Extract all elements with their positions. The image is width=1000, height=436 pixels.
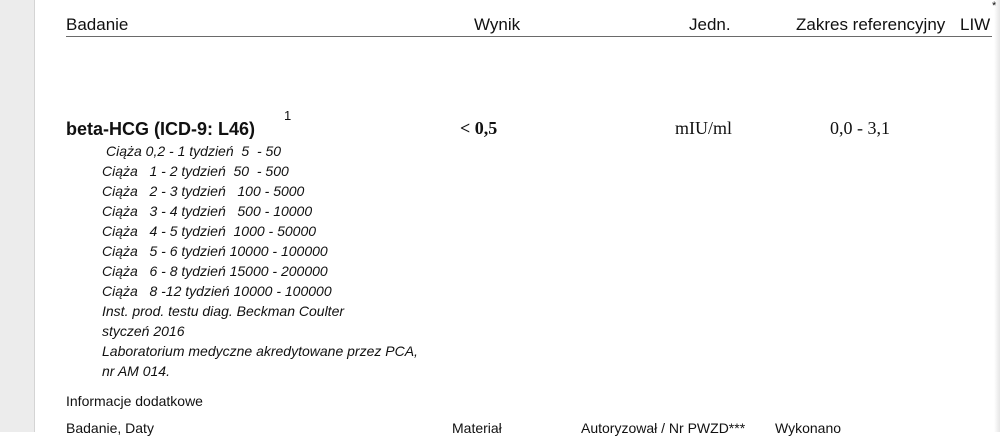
- footer-material: Materiał: [452, 420, 502, 436]
- note-line: Ciąża 0,2 - 1 tydzień 5 - 50: [106, 143, 282, 159]
- header-wynik: Wynik: [474, 15, 521, 34]
- note-line: Ciąża 8 -12 tydzień 10000 - 100000: [102, 283, 332, 299]
- header-badanie: Badanie: [66, 15, 129, 34]
- note-line: Ciąża 1 - 2 tydzień 50 - 500: [102, 163, 289, 179]
- footer-wykonano: Wykonano: [775, 420, 842, 436]
- info-heading: Informacje dodatkowe: [66, 393, 203, 409]
- header-jedn: Jedn.: [689, 15, 731, 34]
- note-line: Ciąża 3 - 4 tydzień 500 - 10000: [102, 203, 313, 219]
- note-line: Ciąża 4 - 5 tydzień 1000 - 50000: [102, 223, 317, 239]
- header-rule: [66, 36, 992, 37]
- header-star: *: [992, 0, 997, 12]
- note-line: Ciąża 6 - 8 tydzień 15000 - 200000: [102, 263, 328, 279]
- test-unit: mIU/ml: [675, 118, 732, 138]
- reference-notes: [102, 141, 418, 381]
- header-zakres: Zakres referencyjny: [796, 15, 946, 34]
- note-line: Laboratorium medyczne akredytowane przez PCA,: [102, 343, 418, 359]
- note-line: Ciąża 2 - 3 tydzień 100 - 5000: [102, 183, 305, 199]
- footer-badanie-daty: Badanie, Daty: [66, 420, 154, 436]
- page-gutter: [0, 0, 35, 432]
- test-range: 0,0 - 3,1: [830, 118, 890, 138]
- note-line: Inst. prod. testu diag. Beckman Coulter: [102, 303, 345, 319]
- header-liw: LIW: [960, 15, 991, 34]
- test-name: beta-HCG (ICD-9: L46): [66, 119, 256, 139]
- page-edge: [994, 0, 1000, 432]
- note-line: nr AM 014.: [102, 363, 170, 379]
- note-line: Ciąża 5 - 6 tydzień 10000 - 100000: [102, 243, 328, 259]
- footer-autoryzowal: Autoryzował / Nr PWZD***: [581, 420, 746, 436]
- test-footnote: 1: [284, 108, 292, 123]
- test-result: < 0,5: [460, 118, 498, 138]
- note-line: styczeń 2016: [102, 323, 185, 339]
